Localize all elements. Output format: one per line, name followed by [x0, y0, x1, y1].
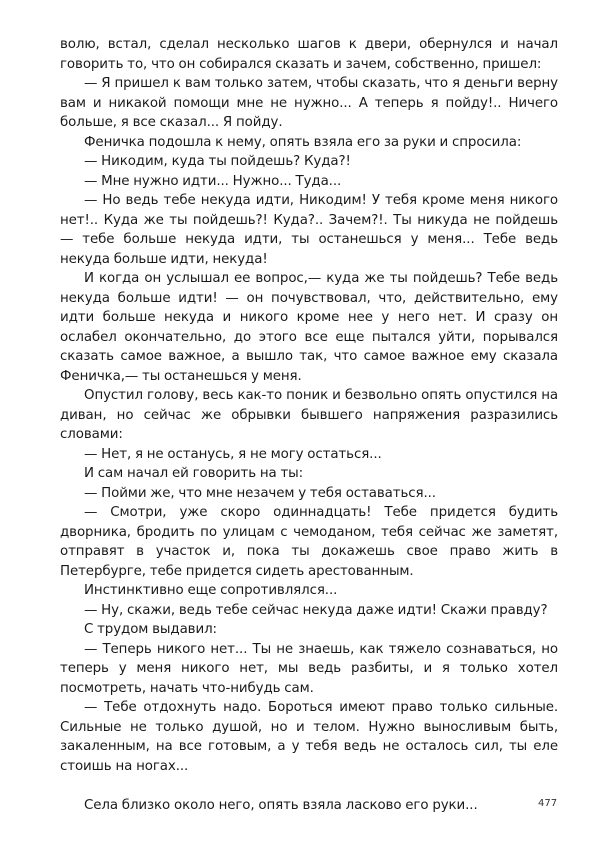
paragraph: И сам начал ей говорить на ты:: [84, 466, 304, 481]
paragraph: — Ну, скажи, ведь тебе сейчас некуда даже идти! Скажи правду?: [84, 602, 548, 618]
body-text: [60, 35, 558, 815]
paragraph: — Я пришел к вам только затем, чтобы сказать, что я деньги верну вам и никакой помощи мне не нужно... А теперь я пойду!.. Ничего больше, я все сказал... Я пойду.: [60, 76, 558, 130]
page-number: 477: [538, 798, 558, 809]
paragraph: Инстинктивно еще сопротивлялся...: [84, 583, 338, 598]
paragraph: — Смотри, уже скоро одиннадцать! Тебе придется будить дворника, бродить по улицам с чемоданом, тебя сейчас же заметят, отправят в участок и, пока ты докажешь свое право жить в Петербурге, тебе придется сидеть арестованным.: [60, 505, 558, 579]
paragraph: Опустил голову, весь как-то поник и безвольно опять опустился на диван, но сейчас же обрывки бывшего напряжения разразились словами:: [60, 388, 558, 442]
paragraph: С трудом выдавил:: [84, 622, 217, 637]
paragraph: — Нет, я не останусь, я не могу остаться...: [84, 446, 382, 462]
paragraph: — Никодим, куда ты пойдешь? Куда?!: [84, 154, 351, 169]
paragraph: волю, встал, сделал несколько шагов к двери, обернулся и начал говорить то, что он собирался сказать и зачем, собственно, пришел:: [60, 37, 558, 72]
paragraph: — Тебе отдохнуть надо. Бороться имеют право только сильные. Сильные не только душой, но и телом. Нужно выносливым быть, закаленным, на все готовым, а у тебя ведь не осталось сил, ты еле стоишь на ногах...: [60, 700, 558, 774]
paragraph: — Пойми же, что мне незачем у тебя оставаться...: [84, 485, 436, 501]
paragraph: — Но ведь тебе некуда идти, Никодим! У тебя кроме меня никого нет!.. Куда же ты пойдешь?! Куда?.. Зачем?!. Ты никуда не пойдешь — тебе больше некуда идти, ты останешься у меня... Тебе ведь некуда больше идти, некуда!: [60, 193, 558, 267]
paragraph: — Теперь никого нет... Ты не знаешь, как тяжело сознаваться, но теперь у меня никого нет, мы ведь разбиты, и я только хотел посмотреть, начать что-нибудь сам.: [60, 641, 558, 696]
paragraph: Села близко около него, опять взяла ласково его руки...: [84, 797, 478, 813]
paragraph: Феничка подошла к нему, опять взяла его за руки и спросила:: [84, 134, 522, 150]
paragraph: — Мне нужно идти... Нужно... Туда...: [84, 173, 342, 189]
paragraph: И когда он услышал ее вопрос,— куда же ты пойдешь? Тебе ведь некуда больше идти! — он почувствовал, что, действительно, ему идти больше некуда и никого кроме нее у него нет. И сразу он ослабел окончательно, до этого все еще пытался уйти, порывался сказать самое важное, а вышло так, что самое важное ему сказала Феничка,— ты останешься у меня.: [60, 271, 558, 384]
